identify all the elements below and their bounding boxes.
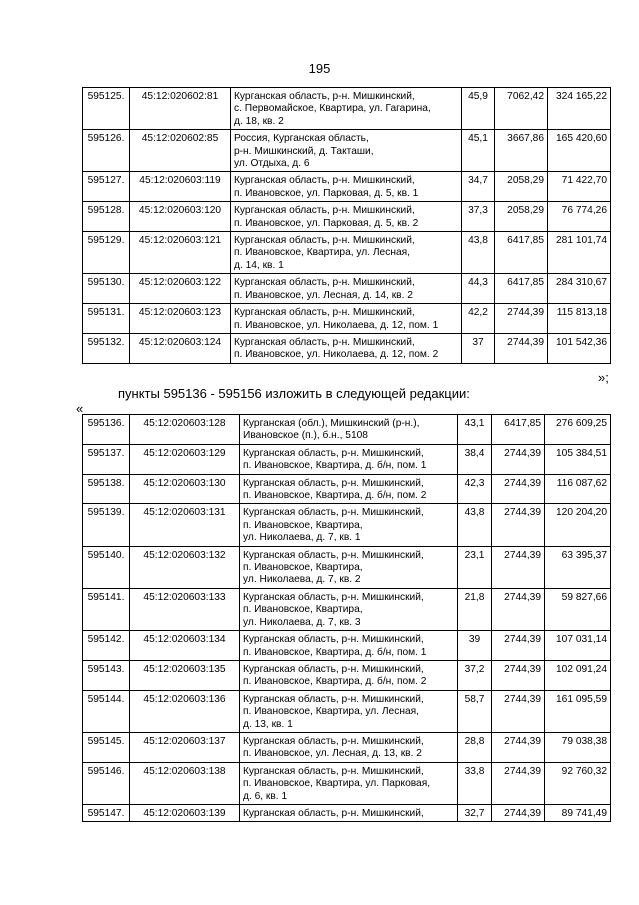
address-cell bbox=[240, 732, 458, 762]
area-cell: 23,1 bbox=[458, 546, 492, 588]
price-per-unit-cell: 2744,39 bbox=[492, 546, 545, 588]
price-per-unit-cell: 2744,39 bbox=[492, 690, 545, 732]
address-cell bbox=[240, 690, 458, 732]
total-value-cell: 71 422,70 bbox=[548, 172, 611, 202]
cadastral-number-cell: 45:12:020603:139 bbox=[130, 804, 240, 821]
area-cell: 21,8 bbox=[458, 588, 492, 630]
address-cell bbox=[240, 631, 458, 661]
cadastral-number-cell: 45:12:020603:132 bbox=[130, 546, 240, 588]
address-cell bbox=[231, 202, 462, 232]
cadastral-number-cell: 45:12:020603:121 bbox=[130, 232, 231, 274]
address-cell bbox=[240, 588, 458, 630]
area-cell: 43,1 bbox=[458, 415, 492, 445]
price-per-unit-cell: 2744,39 bbox=[495, 304, 548, 334]
address-line: п. Ивановское, Квартира, ул. Лесная, bbox=[234, 247, 410, 259]
address-line: Курганская область, р-н. Мишкинский, bbox=[243, 693, 424, 705]
address-cell bbox=[231, 232, 462, 274]
total-value-cell: 107 031,14 bbox=[545, 631, 611, 661]
table-row bbox=[83, 732, 611, 762]
row-number-cell: 595137. bbox=[83, 444, 130, 474]
row-number-cell: 595142. bbox=[83, 631, 130, 661]
address-cell bbox=[240, 660, 458, 690]
address-line: д. 13, кв. 1 bbox=[243, 718, 293, 730]
address-line: ул. Николаева, д. 7, кв. 2 bbox=[243, 574, 361, 586]
area-cell: 45,9 bbox=[462, 88, 495, 130]
area-cell: 38,4 bbox=[458, 444, 492, 474]
total-value-cell: 63 395,37 bbox=[545, 546, 611, 588]
area-cell: 37,3 bbox=[462, 202, 495, 232]
address-line: п. Ивановское, ул. Лесная, д. 13, кв. 2 bbox=[243, 748, 422, 760]
total-value-cell: 324 165,22 bbox=[548, 88, 611, 130]
price-per-unit-cell: 7062,42 bbox=[495, 88, 548, 130]
address-line: п. Ивановское, ул. Лесная, д. 14, кв. 2 bbox=[234, 289, 413, 301]
cadastral-number-cell: 45:12:020603:131 bbox=[130, 504, 240, 546]
address-line: п. Ивановское, Квартира, ул. Парковая, bbox=[243, 778, 431, 790]
address-line: п. Ивановское, ул. Николаева, д. 12, пом. 2 bbox=[234, 349, 439, 361]
table-row bbox=[83, 415, 611, 445]
address-cell bbox=[231, 88, 462, 130]
address-line: Курганская область, р-н. Мишкинский, bbox=[243, 765, 424, 777]
row-number-cell: 595127. bbox=[83, 172, 130, 202]
cadastral-number-cell: 45:12:020603:135 bbox=[130, 660, 240, 690]
area-cell: 44,3 bbox=[462, 274, 495, 304]
area-cell: 43,8 bbox=[462, 232, 495, 274]
area-cell: 39 bbox=[458, 631, 492, 661]
price-per-unit-cell: 6417,85 bbox=[495, 274, 548, 304]
cadastral-number-cell: 45:12:020603:138 bbox=[130, 762, 240, 804]
total-value-cell: 79 038,38 bbox=[545, 732, 611, 762]
total-value-cell: 105 384,51 bbox=[545, 444, 611, 474]
table-row bbox=[83, 444, 611, 474]
total-value-cell: 89 741,49 bbox=[545, 804, 611, 821]
row-number-cell: 595146. bbox=[83, 762, 130, 804]
total-value-cell: 76 774,26 bbox=[548, 202, 611, 232]
address-line: ул. Николаева, д. 7, кв. 1 bbox=[243, 532, 361, 544]
price-per-unit-cell: 2744,39 bbox=[492, 474, 545, 504]
cadastral-number-cell: 45:12:020603:119 bbox=[130, 172, 231, 202]
price-per-unit-cell: 2744,39 bbox=[495, 333, 548, 363]
price-per-unit-cell: 2744,39 bbox=[492, 588, 545, 630]
row-number-cell: 595143. bbox=[83, 660, 130, 690]
total-value-cell: 92 760,32 bbox=[545, 762, 611, 804]
price-per-unit-cell: 2744,39 bbox=[492, 631, 545, 661]
address-line: Курганская область, р-н. Мишкинский, bbox=[243, 447, 424, 459]
table-row bbox=[83, 333, 611, 363]
address-line: п. Ивановское, Квартира, д. б/н, пом. 2 bbox=[243, 490, 427, 502]
property-table-2 bbox=[82, 414, 611, 822]
price-per-unit-cell: 2744,39 bbox=[492, 444, 545, 474]
cadastral-number-cell: 45:12:020603:128 bbox=[130, 415, 240, 445]
price-per-unit-cell: 2058,29 bbox=[495, 172, 548, 202]
cadastral-number-cell: 45:12:020603:133 bbox=[130, 588, 240, 630]
area-cell: 42,2 bbox=[462, 304, 495, 334]
row-number-cell: 595145. bbox=[83, 732, 130, 762]
address-line: р-н. Мишкинский, д. Такташи, bbox=[234, 145, 374, 157]
address-cell bbox=[231, 274, 462, 304]
address-line: п. Ивановское, Квартира, bbox=[243, 519, 363, 531]
address-line: с. Первомайское, Квартира, ул. Гагарина, bbox=[234, 103, 431, 115]
address-cell bbox=[240, 504, 458, 546]
price-per-unit-cell: 6417,85 bbox=[492, 415, 545, 445]
row-number-cell: 595138. bbox=[83, 474, 130, 504]
table-row bbox=[83, 130, 611, 172]
address-line: Россия, Курганская область, bbox=[234, 133, 369, 145]
cadastral-number-cell: 45:12:020603:137 bbox=[130, 732, 240, 762]
area-cell: 45,1 bbox=[462, 130, 495, 172]
price-per-unit-cell: 2744,39 bbox=[492, 660, 545, 690]
address-line: Курганская область, р-н. Мишкинский, bbox=[243, 477, 424, 489]
table-row bbox=[83, 474, 611, 504]
row-number-cell: 595130. bbox=[83, 274, 130, 304]
address-line: ул. Отдыха, д. 6 bbox=[234, 158, 310, 170]
closing-quote-mark: »; bbox=[598, 370, 609, 385]
cadastral-number-cell: 45:12:020602:85 bbox=[130, 130, 231, 172]
table-row bbox=[83, 504, 611, 546]
total-value-cell: 115 813,18 bbox=[548, 304, 611, 334]
address-line: Курганская область, р-н. Мишкинский, bbox=[243, 663, 424, 675]
address-line: Курганская область, р-н. Мишкинский, bbox=[234, 277, 415, 289]
price-per-unit-cell: 2744,39 bbox=[492, 732, 545, 762]
address-cell bbox=[240, 415, 458, 445]
row-number-cell: 595140. bbox=[83, 546, 130, 588]
area-cell: 33,8 bbox=[458, 762, 492, 804]
total-value-cell: 59 827,66 bbox=[545, 588, 611, 630]
price-per-unit-cell: 3667,86 bbox=[495, 130, 548, 172]
address-cell bbox=[231, 333, 462, 363]
table-row bbox=[83, 232, 611, 274]
address-line: Курганская область, р-н. Мишкинский, bbox=[243, 735, 424, 747]
total-value-cell: 161 095,59 bbox=[545, 690, 611, 732]
row-number-cell: 595144. bbox=[83, 690, 130, 732]
address-line: Курганская область, р-н. Мишкинский, bbox=[243, 634, 424, 646]
address-line: п. Ивановское, Квартира, д. б/н, пом. 1 bbox=[243, 646, 427, 658]
address-line: Курганская область, р-н. Мишкинский, bbox=[234, 235, 415, 247]
table-row bbox=[83, 631, 611, 661]
cadastral-number-cell: 45:12:020603:124 bbox=[130, 333, 231, 363]
address-line: п. Ивановское, Квартира, bbox=[243, 562, 363, 574]
address-line: д. 6, кв. 1 bbox=[243, 790, 288, 802]
cadastral-number-cell: 45:12:020603:123 bbox=[130, 304, 231, 334]
address-cell bbox=[231, 130, 462, 172]
instruction-text: пункты 595136 - 595156 изложить в следующей редакции: bbox=[118, 386, 470, 401]
row-number-cell: 595132. bbox=[83, 333, 130, 363]
cadastral-number-cell: 45:12:020603:136 bbox=[130, 690, 240, 732]
area-cell: 34,7 bbox=[462, 172, 495, 202]
row-number-cell: 595141. bbox=[83, 588, 130, 630]
address-line: Курганская область, р-н. Мишкинский, bbox=[243, 507, 424, 519]
total-value-cell: 101 542,36 bbox=[548, 333, 611, 363]
address-cell bbox=[231, 304, 462, 334]
address-line: Курганская область, р-н. Мишкинский, bbox=[243, 591, 424, 603]
price-per-unit-cell: 6417,85 bbox=[495, 232, 548, 274]
opening-quote-mark: « bbox=[76, 401, 84, 416]
address-cell bbox=[240, 444, 458, 474]
row-number-cell: 595129. bbox=[83, 232, 130, 274]
area-cell: 37,2 bbox=[458, 660, 492, 690]
price-per-unit-cell: 2744,39 bbox=[492, 804, 545, 821]
property-table-1 bbox=[82, 87, 611, 364]
address-line: Курганская область, р-н. Мишкинский, bbox=[234, 307, 415, 319]
total-value-cell: 116 087,62 bbox=[545, 474, 611, 504]
table-row bbox=[83, 274, 611, 304]
price-per-unit-cell: 2744,39 bbox=[492, 504, 545, 546]
row-number-cell: 595126. bbox=[83, 130, 130, 172]
price-per-unit-cell: 2744,39 bbox=[492, 762, 545, 804]
row-number-cell: 595131. bbox=[83, 304, 130, 334]
table-row bbox=[83, 690, 611, 732]
total-value-cell: 281 101,74 bbox=[548, 232, 611, 274]
address-line: Курганская область, р-н. Мишкинский, bbox=[243, 549, 424, 561]
row-number-cell: 595147. bbox=[83, 804, 130, 821]
area-cell: 43,8 bbox=[458, 504, 492, 546]
address-line: ул. Николаева, д. 7, кв. 3 bbox=[243, 616, 361, 628]
total-value-cell: 120 204,20 bbox=[545, 504, 611, 546]
table-row bbox=[83, 304, 611, 334]
address-line: п. Ивановское, Квартира, д. б/н, пом. 2 bbox=[243, 676, 427, 688]
area-cell: 42,3 bbox=[458, 474, 492, 504]
total-value-cell: 276 609,25 bbox=[545, 415, 611, 445]
table-row bbox=[83, 88, 611, 130]
area-cell: 32,7 bbox=[458, 804, 492, 821]
table-row bbox=[83, 172, 611, 202]
address-line: Курганская область, р-н. Мишкинский, bbox=[243, 807, 424, 819]
page-number: 195 bbox=[308, 61, 331, 76]
address-line: д. 14, кв. 1 bbox=[234, 259, 284, 271]
cadastral-number-cell: 45:12:020603:134 bbox=[130, 631, 240, 661]
row-number-cell: 595128. bbox=[83, 202, 130, 232]
cadastral-number-cell: 45:12:020602:81 bbox=[130, 88, 231, 130]
table-row bbox=[83, 546, 611, 588]
cadastral-number-cell: 45:12:020603:122 bbox=[130, 274, 231, 304]
table-row bbox=[83, 762, 611, 804]
address-line: п. Ивановское, ул. Николаева, д. 12, пом. 1 bbox=[234, 319, 439, 331]
address-line: Курганская область, р-н. Мишкинский, bbox=[234, 205, 415, 217]
table-row bbox=[83, 202, 611, 232]
table-row bbox=[83, 804, 611, 821]
total-value-cell: 102 091,24 bbox=[545, 660, 611, 690]
address-line: Ивановское (п.), б.н., 5108 bbox=[243, 430, 368, 442]
address-line: п. Ивановское, Квартира, bbox=[243, 604, 363, 616]
address-line: д. 18, кв. 2 bbox=[234, 115, 284, 127]
address-cell bbox=[240, 762, 458, 804]
total-value-cell: 284 310,67 bbox=[548, 274, 611, 304]
row-number-cell: 595139. bbox=[83, 504, 130, 546]
row-number-cell: 595125. bbox=[83, 88, 130, 130]
area-cell: 28,8 bbox=[458, 732, 492, 762]
cadastral-number-cell: 45:12:020603:130 bbox=[130, 474, 240, 504]
address-line: Курганская (обл.), Мишкинский (р-н.), bbox=[243, 418, 420, 429]
address-cell bbox=[240, 474, 458, 504]
address-line: Курганская область, р-н. Мишкинский, bbox=[234, 91, 415, 102]
price-per-unit-cell: 2058,29 bbox=[495, 202, 548, 232]
area-cell: 58,7 bbox=[458, 690, 492, 732]
address-line: Курганская область, р-н. Мишкинский, bbox=[234, 336, 415, 348]
address-line: п. Ивановское, ул. Парковая, д. 5, кв. 1 bbox=[234, 187, 419, 199]
address-line: п. Ивановское, ул. Парковая, д. 5, кв. 2 bbox=[234, 217, 419, 229]
address-line: п. Ивановское, Квартира, ул. Лесная, bbox=[243, 706, 419, 718]
cadastral-number-cell: 45:12:020603:129 bbox=[130, 444, 240, 474]
address-cell bbox=[231, 172, 462, 202]
address-cell bbox=[240, 546, 458, 588]
address-line: Курганская область, р-н. Мишкинский, bbox=[234, 175, 415, 187]
area-cell: 37 bbox=[462, 333, 495, 363]
cadastral-number-cell: 45:12:020603:120 bbox=[130, 202, 231, 232]
address-cell bbox=[240, 804, 458, 821]
table-row bbox=[83, 588, 611, 630]
address-line: п. Ивановское, Квартира, д. б/н, пом. 1 bbox=[243, 460, 427, 472]
table-row bbox=[83, 660, 611, 690]
row-number-cell: 595136. bbox=[83, 415, 130, 445]
total-value-cell: 165 420,60 bbox=[548, 130, 611, 172]
